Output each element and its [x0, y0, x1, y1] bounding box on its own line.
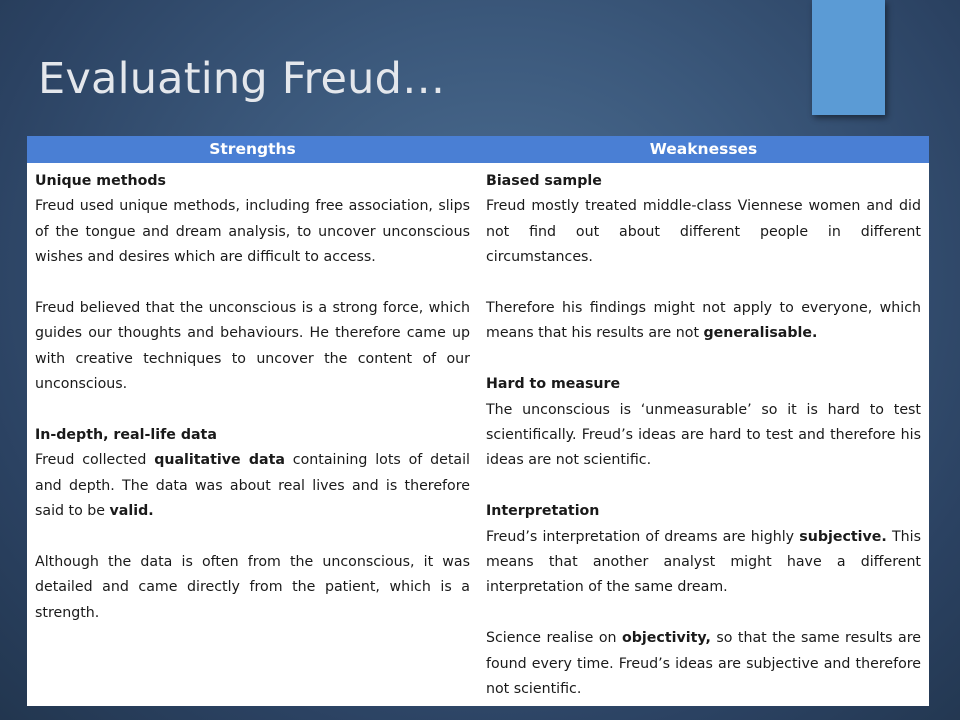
biased-sample-paragraph-2	[486, 296, 921, 347]
weaknesses-column	[478, 163, 929, 706]
biased-text-a: Therefore his findings might not apply to everyone, which means that his results are not	[486, 300, 921, 342]
interp-text-c: This means that another analyst might have a different interpretation of the same dream.	[486, 528, 921, 596]
accent-bar	[812, 0, 885, 115]
biased-sample-paragraph-1: Freud mostly treated middle-class Viennese women and did not find out about different people in different circumstances.	[486, 198, 921, 266]
table-header-row	[27, 136, 929, 163]
in-depth-data-paragraph-2: Although the data is often from the unconscious, it was detailed and came directly from the patient, which is a strength.	[35, 554, 470, 621]
subjective-term: subjective.	[799, 528, 887, 545]
science-text-c: so that the same results are found every time. Freud’s ideas are subjective and therefore not scientific.	[486, 630, 921, 698]
slide-title: Evaluating Freud…	[38, 54, 446, 104]
strengths-header: Strengths	[209, 140, 296, 158]
unique-methods-paragraph-1: Freud used unique methods, including free association, slips of the tongue and dream analysis, to uncover unconscious wishes and desires which are difficult to access.	[35, 198, 470, 266]
hard-to-measure-heading: Hard to measure	[486, 376, 621, 393]
biased-sample-heading: Biased sample	[486, 173, 602, 189]
science-text-a: Science realise on	[486, 630, 623, 647]
unique-methods-paragraph-2: Freud believed that the unconscious is a strong force, which guides our thoughts and behaviours. He therefore came up with creative techniques to uncover the content of our unconscious.	[35, 300, 470, 393]
in-depth-data-paragraph-1	[35, 448, 470, 524]
hard-to-measure-paragraph: The unconscious is ‘unmeasurable’ so it is hard to test scientifically. Freud’s ideas are hard to test and therefore his ideas are not scientific.	[486, 401, 921, 469]
objectivity-term: objectivity,	[622, 630, 711, 647]
interpretation-paragraph-1	[486, 525, 921, 601]
in-depth-text-c: containing lots of detail and depth. The data was about real lives and is therefore said to be	[35, 452, 470, 520]
interpretation-paragraph-2	[486, 626, 921, 702]
in-depth-data-heading: In-depth, real-life data	[35, 427, 217, 444]
generalisable-term: generalisable.	[703, 325, 818, 342]
evaluation-table	[27, 136, 929, 706]
qualitative-data-term: qualitative data	[154, 452, 285, 469]
weaknesses-header: Weaknesses	[649, 140, 758, 158]
interpretation-heading: Interpretation	[486, 503, 600, 520]
valid-term: valid.	[109, 503, 154, 520]
strengths-column	[27, 163, 478, 706]
unique-methods-heading: Unique methods	[35, 173, 166, 189]
interp-text-a: Freud’s interpretation of dreams are highly	[486, 528, 800, 545]
in-depth-text-a: Freud collected	[35, 452, 155, 469]
table-body-row	[27, 163, 929, 706]
